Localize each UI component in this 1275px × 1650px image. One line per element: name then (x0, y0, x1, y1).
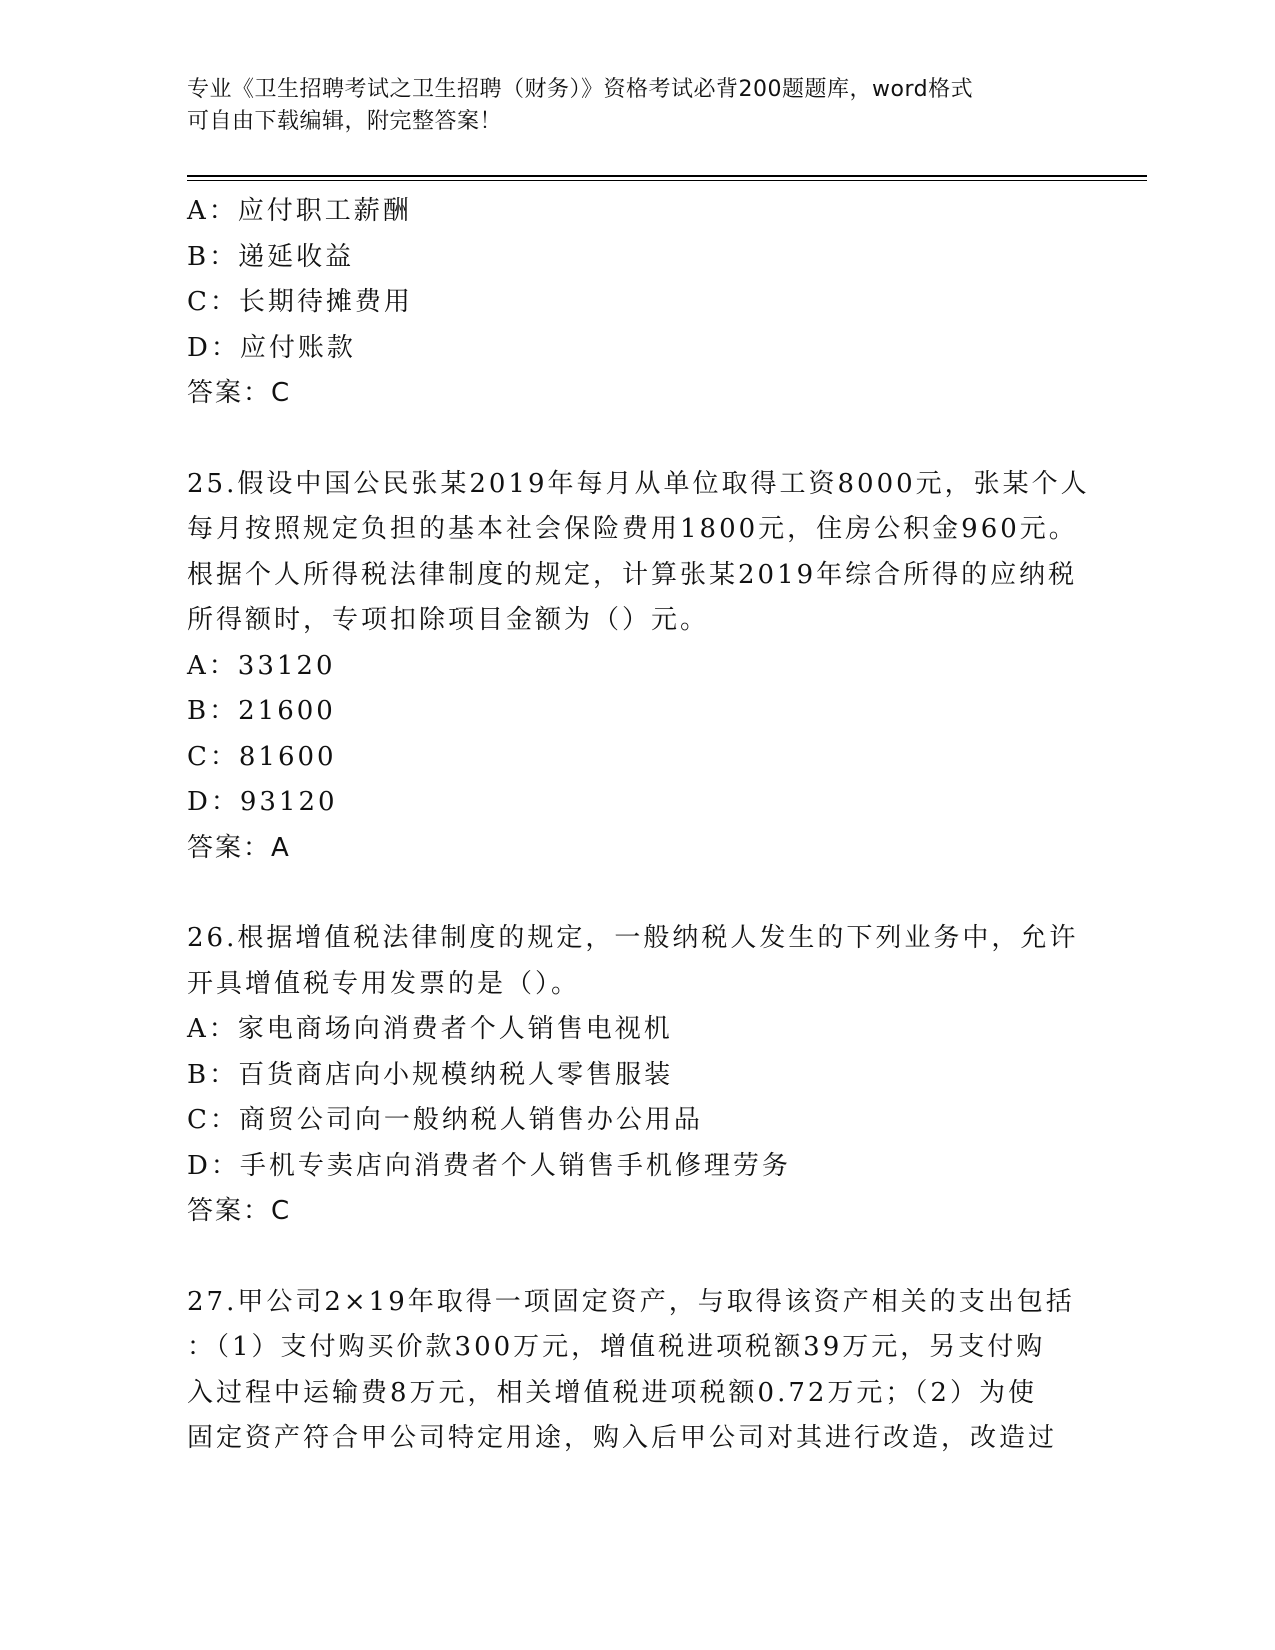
question-stem-line: 入过程中运输费8万元，相关增值税进项税额0.72万元；（2）为使 (187, 1377, 1037, 1408)
option-c: C：81600 (187, 741, 337, 772)
option-a: A：应付职工薪酬 (187, 196, 412, 226)
question-24-continued (187, 189, 1087, 417)
option-d: D：93120 (187, 787, 338, 817)
option-b: B：21600 (187, 696, 336, 726)
header-divider-thin (187, 180, 1147, 181)
question-stem-line: 26.根据增值税法律制度的规定，一般纳税人发生的下列业务中，允许 (187, 923, 1079, 953)
question-stem-line: 25.假设中国公民张某2019年每月从单位取得工资8000元，张某个人 (187, 468, 1090, 499)
question-stem-line: 所得额时，专项扣除项目金额为（）元。 (187, 605, 710, 635)
question-26 (187, 916, 1087, 1235)
question-25 (187, 462, 1090, 872)
document-body (187, 189, 1090, 1462)
spacer (187, 417, 1087, 462)
header-line-1: 专业《卫生招聘考试之卫生招聘（财务）》资格考试必背200题题库，word格式 (187, 77, 974, 102)
option-d: D：手机专卖店向消费者个人销售手机修理劳务 (187, 1150, 791, 1181)
header-line-2: 可自由下载编辑，附完整答案！ (187, 109, 503, 134)
answer: 答案：C (187, 1196, 292, 1226)
question-stem-line: 根据个人所得税法律制度的规定，计算张某2019年综合所得的应纳税 (187, 559, 1078, 590)
option-a: A：家电商场向消费者个人销售电视机 (187, 1014, 673, 1044)
option-c: C：长期待摊费用 (187, 287, 413, 317)
option-b: B：百货商店向小规模纳税人零售服装 (187, 1059, 674, 1090)
header-divider-thick (187, 175, 1147, 177)
document-header (187, 74, 1067, 138)
spacer (187, 871, 1087, 916)
question-stem-line: 开具增值税专用发票的是（）。 (187, 968, 581, 999)
spacer (187, 1235, 1087, 1280)
question-stem-line: 每月按照规定负担的基本社会保险费用1800元，住房公积金960元。 (187, 514, 1078, 544)
option-b: B：递延收益 (187, 241, 355, 272)
option-d: D：应付账款 (187, 332, 356, 363)
question-27 (187, 1280, 1087, 1462)
question-stem-line: 27.甲公司2×19年取得一项固定资产，与取得该资产相关的支出包括 (187, 1286, 1075, 1317)
option-a: A：33120 (187, 650, 336, 681)
question-stem-line: 固定资产符合甲公司特定用途，购入后甲公司对其进行改造，改造过 (187, 1423, 1058, 1453)
question-stem-line: ：（1）支付购买价款300万元，增值税进项税额39万元，另支付购 (187, 1332, 1046, 1362)
answer: 答案：A (187, 832, 291, 863)
option-c: C：商贸公司向一般纳税人销售办公用品 (187, 1105, 703, 1135)
answer: 答案：C (187, 378, 292, 408)
